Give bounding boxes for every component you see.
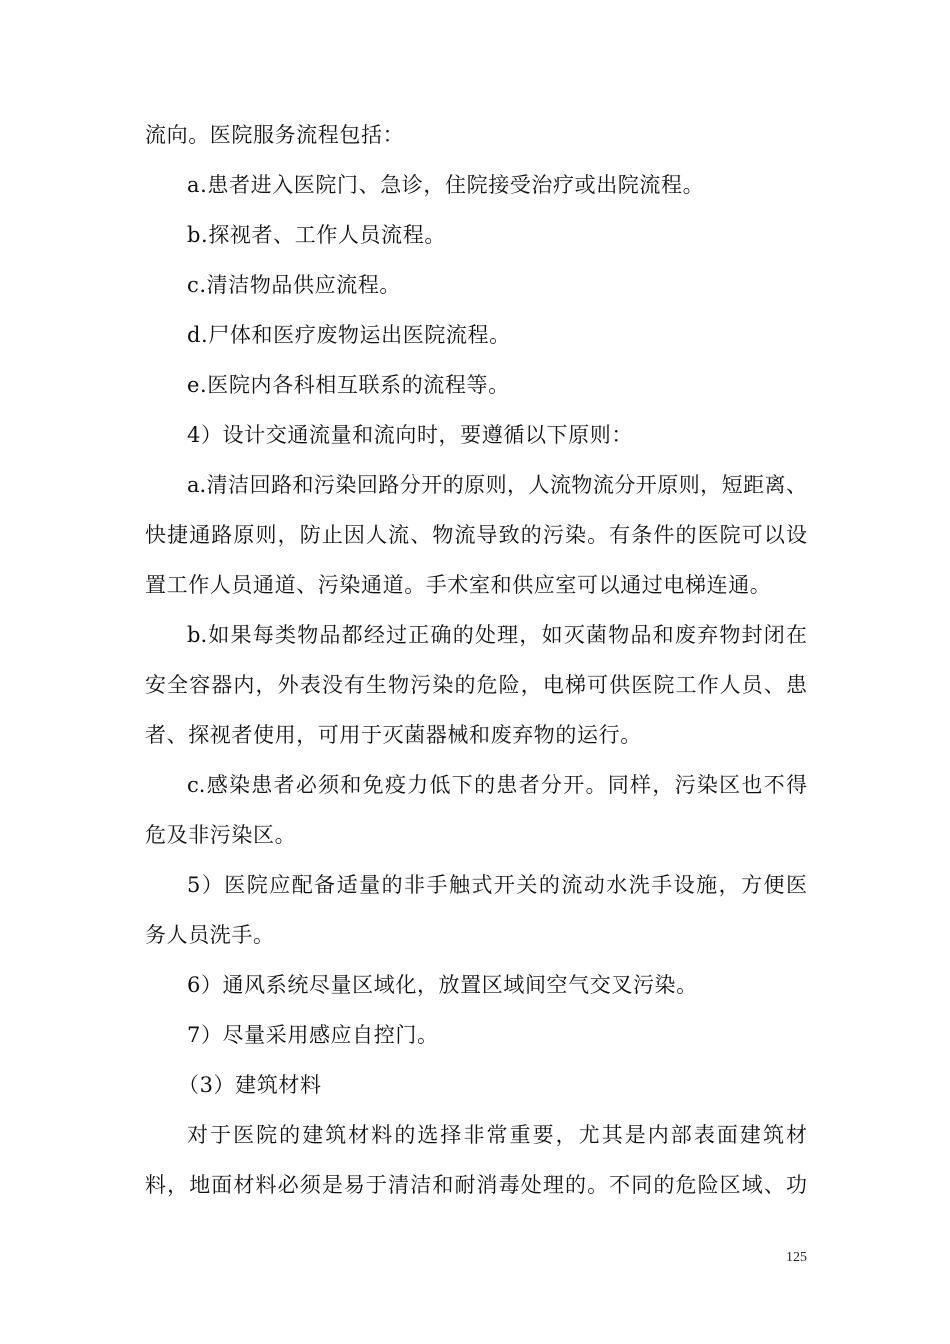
- point-5-line-2: 务人员洗手。: [145, 923, 275, 947]
- principle-b-line-1: b.如果每类物品都经过正确的处理，如灭菌物品和废弃物封闭在: [187, 623, 807, 647]
- materials-paragraph-line-2: 料，地面材料必须是易于清洁和耐消毒处理的。不同的危险区域、功: [145, 1173, 807, 1197]
- point-5-line-1: 5）医院应配备适量的非手触式开关的流动水洗手设施，方便医: [187, 873, 807, 897]
- principle-a-line-2: 快捷通路原则，防止因人流、物流导致的污染。有条件的医院可以设: [145, 523, 807, 547]
- principle-c-line-2: 危及非污染区。: [145, 823, 297, 847]
- list-item-d-waste-flow: d.尸体和医疗废物运出医院流程。: [187, 323, 511, 347]
- point-7: 7）尽量采用感应自控门。: [187, 1023, 439, 1047]
- point-4-heading: 4）设计交通流量和流向时，要遵循以下原则：: [187, 423, 633, 447]
- list-item-e-department-flow: e.医院内各科相互联系的流程等。: [187, 373, 510, 397]
- principle-b-line-2: 安全容器内，外表没有生物污染的危险，电梯可供医院工作人员、患: [145, 673, 807, 697]
- list-item-a-patient-flow: a.患者进入医院门、急诊，住院接受治疗或出院流程。: [187, 173, 705, 197]
- principle-b-line-3: 者、探视者使用，可用于灭菌器械和废弃物的运行。: [145, 723, 642, 747]
- materials-paragraph-line-1: 对于医院的建筑材料的选择非常重要，尤其是内部表面建筑材: [187, 1123, 807, 1147]
- section-3-heading: （3）建筑材料: [178, 1073, 322, 1097]
- page-number: 125: [786, 1250, 807, 1265]
- principle-a-line-3: 置工作人员通道、污染通道。手术室和供应室可以通过电梯连通。: [145, 573, 772, 597]
- point-6: 6）通风系统尽量区域化，放置区域间空气交叉污染。: [187, 973, 698, 997]
- principle-c-line-1: c.感染患者必须和免疫力低下的患者分开。同样，污染区也不得: [187, 773, 807, 797]
- principle-a-line-1: a.清洁回路和污染回路分开的原则，人流物流分开原则，短距离、: [187, 473, 807, 497]
- list-item-b-visitor-flow: b.探视者、工作人员流程。: [187, 223, 446, 247]
- list-item-c-clean-supply-flow: c.清洁物品供应流程。: [187, 273, 402, 297]
- text-line-continuation: 流向。医院服务流程包括：: [145, 123, 405, 147]
